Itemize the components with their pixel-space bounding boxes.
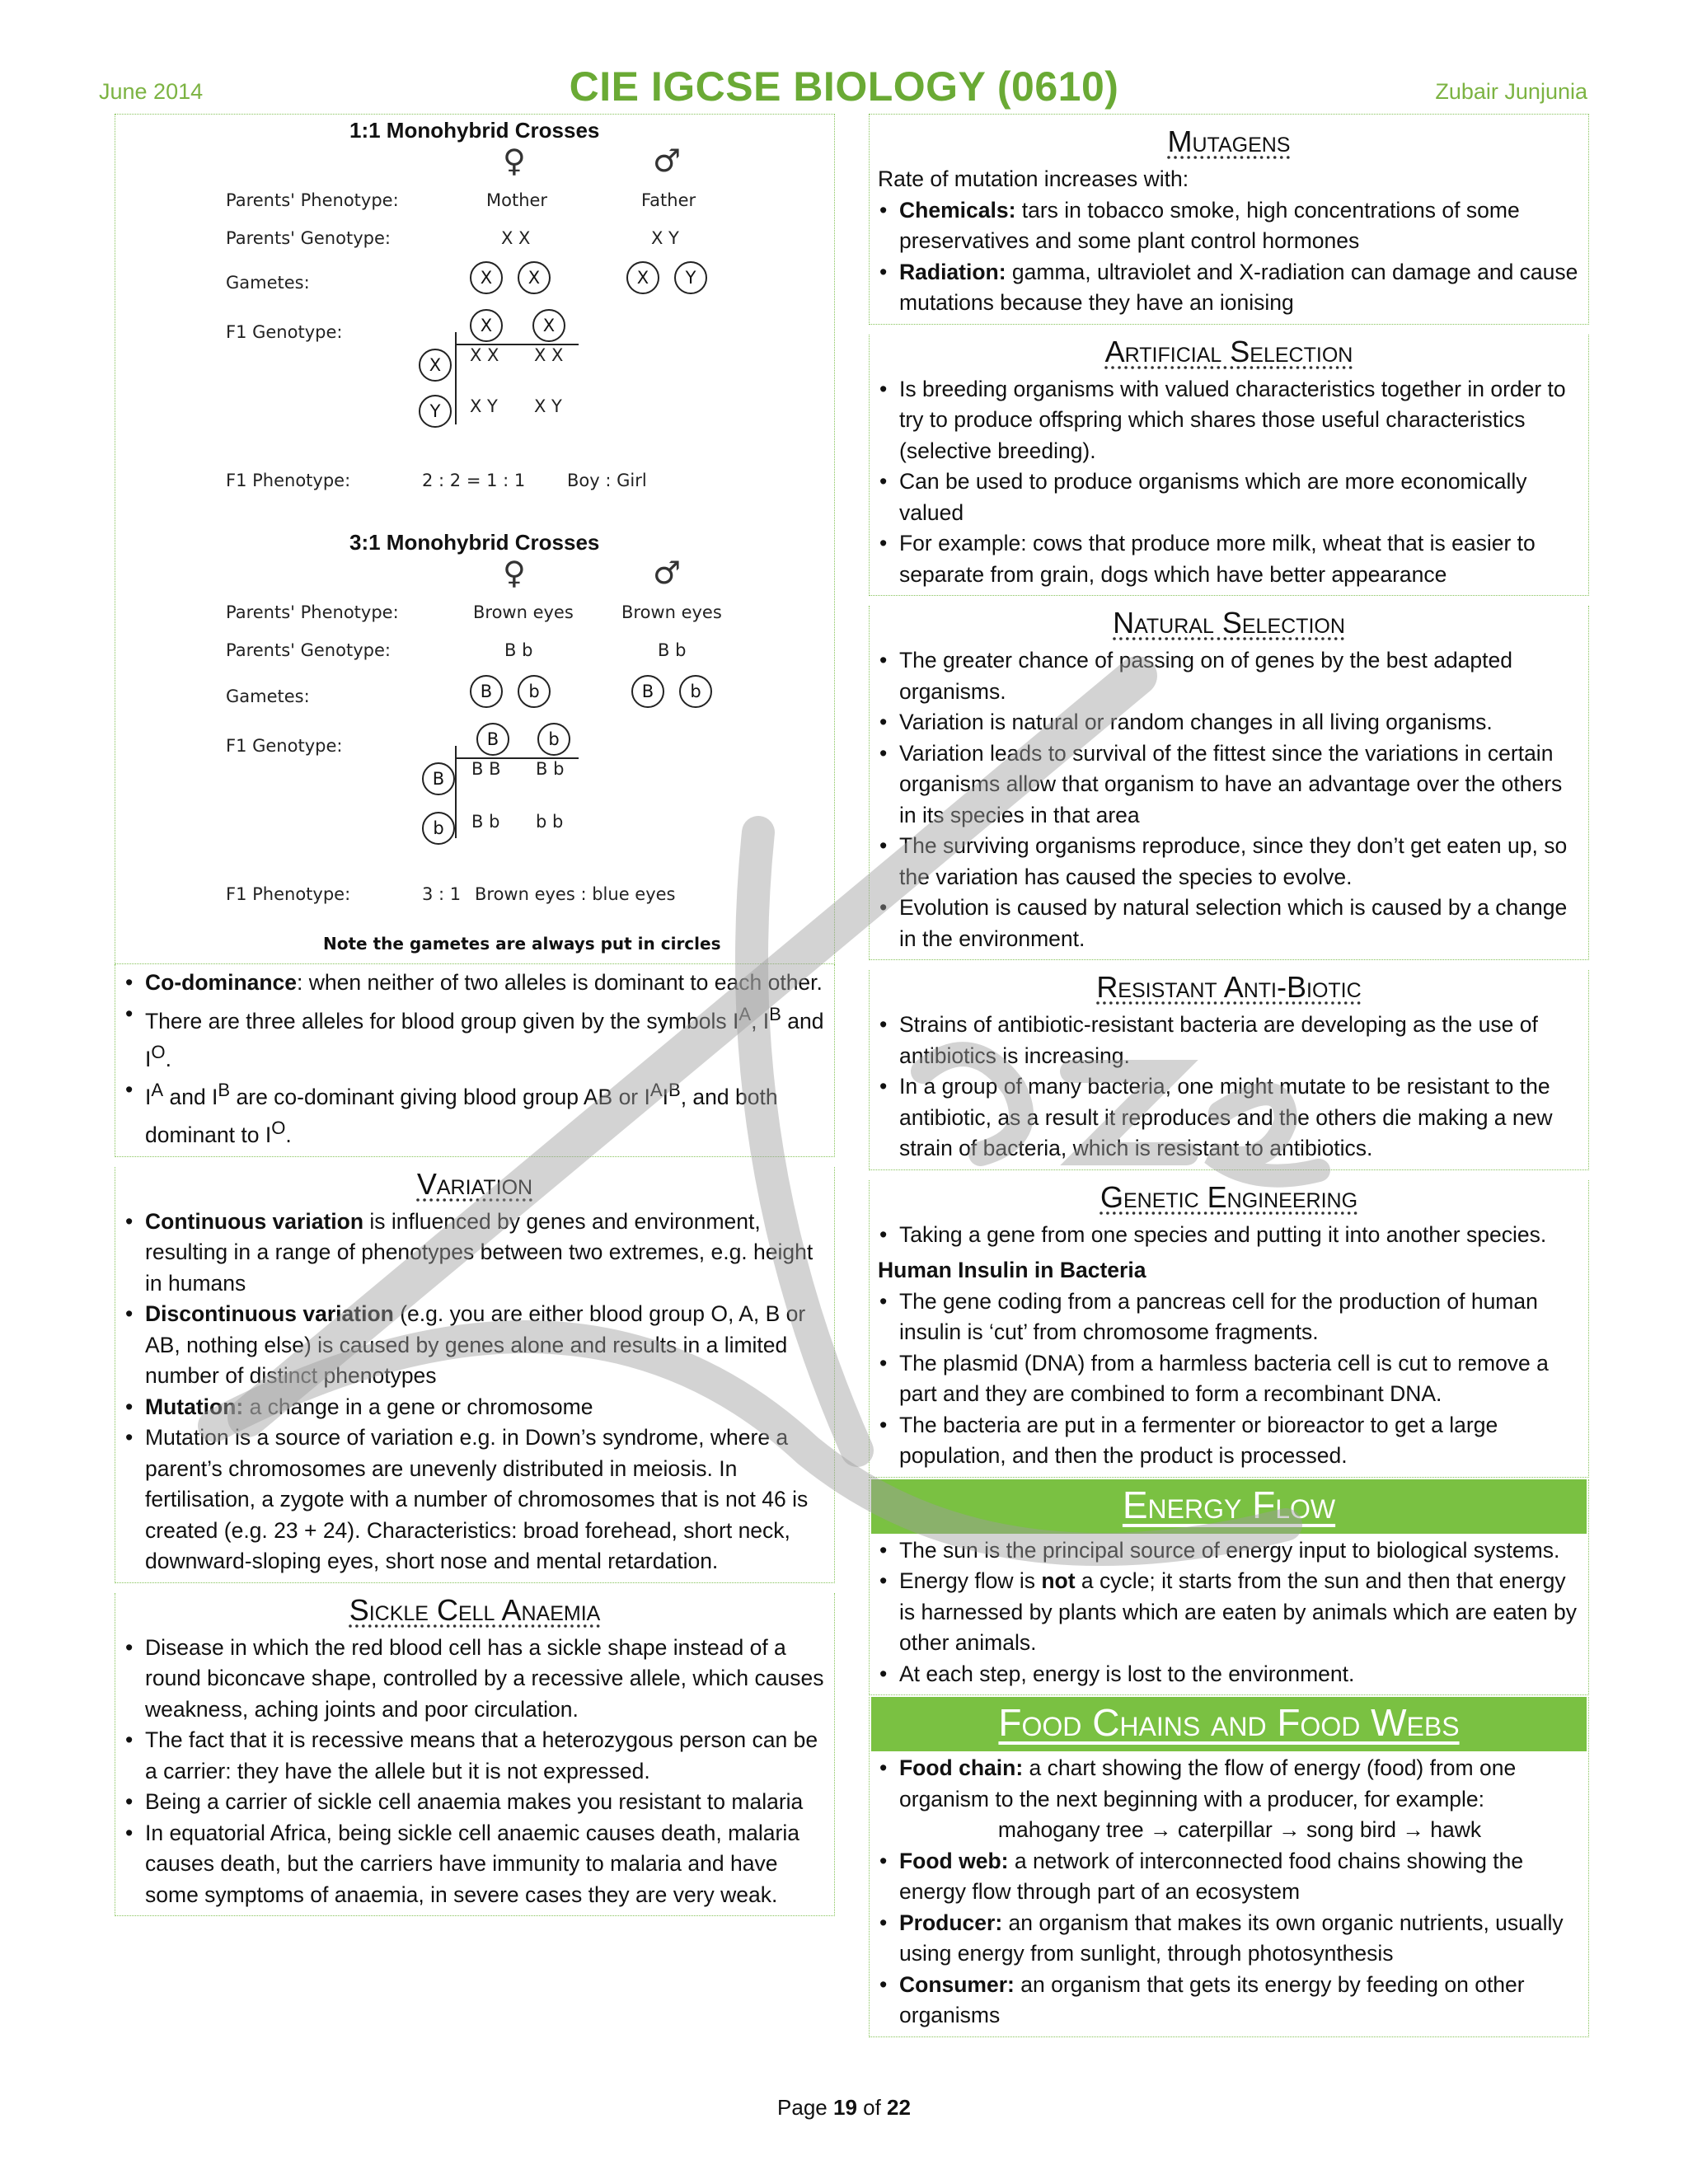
list-item: • Chemicals: tars in tobacco smoke, high concentrations of some preservatives and some plant control hormones xyxy=(899,195,1580,257)
list-item: • Food web: a network of interconnected food chains showing the energy flow through part of an ecosystem xyxy=(899,1846,1580,1908)
row-label: Parents' Phenotype: xyxy=(226,602,399,622)
page-title: CIE IGCSE BIOLOGY (0610) xyxy=(569,63,1119,110)
list-item: • Radiation: gamma, ultraviolet and X-radiation can damage and cause mutations because they have an ionising xyxy=(899,257,1580,319)
row-label: Parents' Phenotype: xyxy=(226,190,399,210)
list-item: • Being a carrier of sickle cell anaemia makes you resistant to malaria xyxy=(145,1787,826,1818)
page-number: Page 19 of 22 xyxy=(777,2095,911,2120)
row-label: F1 Genotype: xyxy=(226,322,343,342)
artificial-selection-section xyxy=(869,335,1589,597)
punnett-cell: B b xyxy=(471,812,500,832)
row-label: Gametes: xyxy=(226,273,310,293)
father-genotype: B b xyxy=(658,640,687,660)
ratio-label: Brown eyes : blue eyes xyxy=(475,884,676,904)
row-label: F1 Phenotype: xyxy=(226,884,351,904)
list-item: • The plasmid (DNA) from a harmless bacteria cell is cut to remove a part and they are combined to form a recombinant DNA. xyxy=(899,1348,1580,1410)
list-item: • Variation leads to survival of the fittest since the variations in certain organisms allow that organism to have an advantage over the others in its species in that area xyxy=(899,738,1580,832)
list-item: • Mutation: a change in a gene or chromosome xyxy=(145,1392,826,1423)
mother-genotype: X X xyxy=(501,228,531,248)
gamete-circle: b xyxy=(518,675,551,708)
punnett-cell: X X xyxy=(534,345,564,365)
gamete-circle: B xyxy=(476,723,509,756)
row-label: F1 Genotype: xyxy=(226,736,343,756)
list-item: • Food chain: a chart showing the flow of energy (food) from one organism to the next beginning with a producer, for example: mahogany tree → caterpillar → song bird → hawk xyxy=(899,1753,1580,1846)
gamete-circle: X xyxy=(626,261,659,294)
male-symbol-icon: ♂ xyxy=(653,555,682,591)
intro-text: Rate of mutation increases with: xyxy=(878,166,1189,191)
header-date: June 2014 xyxy=(99,79,204,104)
punnett-cell: B b xyxy=(536,759,565,779)
genetic-engineering-section xyxy=(869,1180,1589,1478)
mother-genotype: B b xyxy=(504,640,533,660)
list-item: • Producer: an organism that makes its own organic nutrients, usually using energy from sunlight, through photosynthesis xyxy=(899,1908,1580,1970)
diagram-note: Note the gametes are always put in circles xyxy=(323,934,721,954)
list-item: • Evolution is caused by natural selection which is caused by a change in the environment. xyxy=(899,893,1580,954)
list-item: • Disease in which the red blood cell has a sickle shape instead of a round biconcave shape, controlled by a recessive allele, which causes weakness, aching joints and poor circulation. xyxy=(145,1633,826,1726)
list-item: • The bacteria are put in a fermenter or bioreactor to get a large population, and then the product is processed. xyxy=(899,1410,1580,1472)
punnett-cell: B B xyxy=(471,759,501,779)
list-item: • For example: cows that produce more milk, wheat that is easier to separate from grain, dogs which have better appearance xyxy=(899,528,1580,590)
section-title: Energy Flow xyxy=(871,1479,1587,1534)
gamete-circle: Y xyxy=(674,261,707,294)
male-symbol-icon: ♂ xyxy=(653,143,682,179)
list-item: • There are three alleles for blood group given by the symbols $I^A$, $I^B$ and $I^O$. xyxy=(145,999,826,1076)
mother-label: Mother xyxy=(486,190,548,210)
food-chains-section xyxy=(869,1697,1589,2037)
gamete-circle: Y xyxy=(419,395,452,428)
resistant-antibiotic-section xyxy=(869,970,1589,1170)
row-label: Parents' Genotype: xyxy=(226,640,391,660)
left-column xyxy=(115,114,835,1916)
section-title: Food Chains and Food Webs xyxy=(871,1697,1587,1751)
list-item: • At each step, energy is lost to the environment. xyxy=(899,1659,1580,1690)
father-label: Brown eyes xyxy=(621,602,722,622)
list-item: • $I^A$ and $I^B$ are co-dominant giving blood group AB or $I^AI^B$, and both dominant to $I^O$. xyxy=(145,1075,826,1151)
ratio: 3 : 1 xyxy=(422,884,462,904)
ratio-label: Boy : Girl xyxy=(567,471,647,490)
diagram2-title: 3:1 Monohybrid Crosses xyxy=(349,530,600,555)
list-item: • Is breeding organisms with valued characteristics together in order to try to produce offspring which shares those useful characteristics (selective breeding). xyxy=(899,374,1580,467)
list-item: • Consumer: an organism that gets its energy by feeding on other organisms xyxy=(899,1970,1580,2032)
energy-flow-section xyxy=(869,1479,1589,1696)
codominance-section xyxy=(115,964,835,1157)
list-item: • Variation is natural or random changes in all living organisms. xyxy=(899,707,1580,738)
section-title: Mutagens xyxy=(1167,124,1291,158)
section-title: Artificial Selection xyxy=(1104,334,1353,368)
section-title: Variation xyxy=(416,1166,533,1201)
punnett-cell: X X xyxy=(470,345,499,365)
sickle-cell-section xyxy=(115,1593,835,1917)
monohybrid-diagram-box xyxy=(115,114,835,964)
food-chain-example: mahogany tree → caterpillar → song bird → hawk xyxy=(997,1817,1482,1842)
father-label: Father xyxy=(641,190,696,210)
row-label: Parents' Genotype: xyxy=(226,228,391,248)
list-item: • The sun is the principal source of energy input to biological systems. xyxy=(899,1535,1580,1567)
gamete-circle: X xyxy=(419,349,452,382)
list-item: • Discontinuous variation (e.g. you are either blood group O, A, B or AB, nothing else) is caused by genes alone and results in a limited number of distinct phenotypes xyxy=(145,1299,826,1392)
section-title: Genetic Engineering xyxy=(1100,1179,1358,1214)
punnett-line xyxy=(455,332,457,424)
gamete-circle: X xyxy=(470,309,503,342)
subheading: Human Insulin in Bacteria xyxy=(878,1258,1146,1282)
section-title: Resistant Anti-Biotic xyxy=(1096,970,1362,1004)
list-item: • The surviving organisms reproduce, since they don’t get eaten up, so the variation has caused the species to evolve. xyxy=(899,831,1580,893)
gamete-circle: X xyxy=(470,261,503,294)
list-item: • The greater chance of passing on of genes by the best adapted organisms. xyxy=(899,645,1580,707)
gamete-circle: b xyxy=(422,812,455,845)
list-item: • Taking a gene from one species and putting it into another species. xyxy=(899,1220,1580,1251)
variation-section xyxy=(115,1167,835,1583)
gamete-circle: b xyxy=(679,675,712,708)
punnett-cell: b b xyxy=(536,812,564,832)
right-column xyxy=(869,114,1589,2037)
punnett-line xyxy=(455,746,457,838)
list-item: • The gene coding from a pancreas cell for the production of human insulin is ‘cut’ from chromosome fragments. xyxy=(899,1286,1580,1348)
section-title: Natural Selection xyxy=(1113,606,1345,640)
row-label: F1 Phenotype: xyxy=(226,471,351,490)
list-item: • Co-dominance: when neither of two alleles is dominant to each other. xyxy=(145,968,826,999)
list-item: • Energy flow is not a cycle; it starts from the sun and then that energy is harnessed by plants which are eaten by animals which are eaten by other animals. xyxy=(899,1566,1580,1659)
female-symbol-icon: ♀ xyxy=(503,555,526,591)
father-genotype: X Y xyxy=(651,228,679,248)
natural-selection-section xyxy=(869,606,1589,960)
list-item: • In equatorial Africa, being sickle cell anaemic causes death, malaria causes death, but the carriers have immunity to malaria and have some symptoms of anaemia, in severe cases they are very weak. xyxy=(145,1818,826,1911)
list-item: • Continuous variation is influenced by genes and environment, resulting in a range of phenotypes between two extremes, e.g. height in humans xyxy=(145,1207,826,1300)
gamete-circle: B xyxy=(631,675,664,708)
list-item: • In a group of many bacteria, one might mutate to be resistant to the antibiotic, as a result it reproduces and the others die making a new strain of bacteria, which is resistant to antibiotics. xyxy=(899,1071,1580,1165)
ratio: 2 : 2 = 1 : 1 xyxy=(422,471,526,490)
gamete-circle: B xyxy=(470,675,503,708)
gamete-circle: b xyxy=(537,723,570,756)
list-item: • Strains of antibiotic-resistant bacteria are developing as the use of antibiotics is increasing. xyxy=(899,1010,1580,1071)
list-item: • Can be used to produce organisms which are more economically valued xyxy=(899,466,1580,528)
punnett-cell: X Y xyxy=(534,396,562,416)
mother-label: Brown eyes xyxy=(473,602,574,622)
diagram1-title: 1:1 Monohybrid Crosses xyxy=(349,118,600,143)
mutagens-section xyxy=(869,114,1589,325)
gamete-circle: X xyxy=(518,261,551,294)
header-author: Zubair Junjunia xyxy=(1435,79,1587,104)
gamete-circle: B xyxy=(422,762,455,795)
row-label: Gametes: xyxy=(226,687,310,706)
monohybrid-diagram xyxy=(115,115,834,963)
section-title: Sickle Cell Anaemia xyxy=(349,1592,601,1627)
list-item: • Mutation is a source of variation e.g. in Down’s syndrome, where a parent’s chromosomes are unevenly distributed in meiosis. In fertilisation, a zygote with a number of chromosomes that is not 46 is created (e.g. 23 + 24). Characteristics: broad forehead, short neck, downward-sloping eyes, short nose and mental retardation. xyxy=(145,1422,826,1577)
list-item: • The fact that it is recessive means that a heterozygous person can be a carrier: they have the allele but it is not expressed. xyxy=(145,1725,826,1787)
gamete-circle: X xyxy=(532,309,565,342)
punnett-cell: X Y xyxy=(470,396,498,416)
female-symbol-icon: ♀ xyxy=(503,143,526,179)
